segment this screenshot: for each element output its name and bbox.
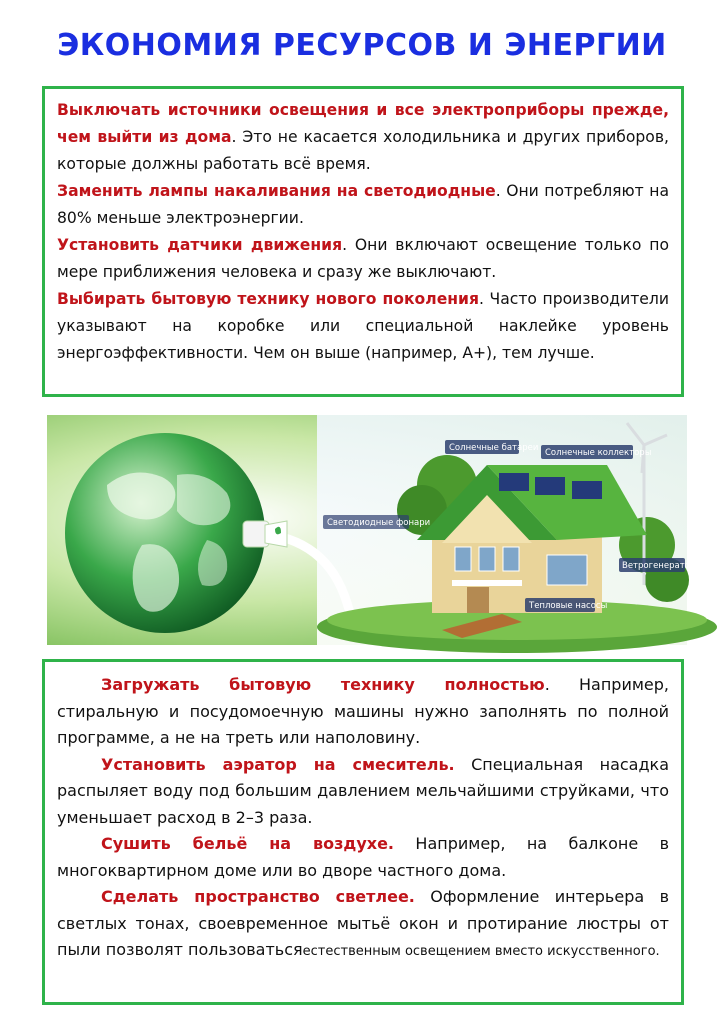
tip-new-appliances	[57, 286, 669, 367]
globe-icon	[65, 433, 265, 633]
tip-text: Например, на балконе в многоквартирном доме или во дворе частного дома.	[57, 834, 669, 880]
tip-highlight: Заменить лампы накаливания на светодиодные	[57, 182, 496, 200]
callout-solar-collectors	[541, 445, 651, 459]
tip-highlight: Сделать пространство светлее.	[101, 887, 415, 906]
callout-heat-pumps	[525, 598, 607, 612]
tip-highlight: Установить аэратор на смеситель.	[101, 754, 455, 774]
tips-box-bottom	[42, 659, 684, 1005]
callout-solar-panels	[445, 440, 538, 454]
callout-label: Солнечные коллекторы	[545, 448, 652, 458]
tip-small-text: естественным освещением вместо искусственного.	[302, 944, 660, 959]
callout-label: Ветрогенераторы	[622, 561, 702, 571]
tip-text: . Часто производители указывают на коробке или специальной наклейке уровень энергоэффективности. Чем он выше (например, А+), тем лучше.	[57, 290, 669, 362]
tip-text: Оформление интерьера в светлых тонах, своевременное мытьё окон и протирание люстры от пыли позволят пользоваться	[57, 887, 669, 959]
tip-lights-off	[57, 97, 669, 178]
tip-text: . Они потребляют на 80% меньше электроэнергии.	[57, 182, 670, 227]
tip-aerator	[57, 752, 669, 832]
tip-bright-space	[57, 884, 669, 966]
tip-highlight: Выключать источники освещения и все электроприборы прежде, чем выйти из дома	[57, 101, 669, 146]
tip-motion-sensors	[57, 232, 669, 286]
tips-box-top	[42, 86, 684, 397]
tip-highlight: Загружать бытовую технику полностью	[101, 675, 545, 694]
tip-text: . Это не касается холодильника и других приборов, которые должны работать всё время.	[57, 128, 669, 173]
tip-highlight: Сушить бельё на воздухе.	[101, 834, 395, 853]
callout-wind-generators	[619, 558, 702, 572]
tip-text: . Например, стиральную и посудомоечную машины нужно заполнять по полной программе, а не на треть или наполовину.	[57, 675, 669, 747]
callout-label: Тепловые насосы	[529, 601, 608, 611]
eco-house-globe-image	[47, 415, 702, 645]
callout-label: Светодиодные фонари	[327, 518, 431, 528]
tip-text: Специальная насадка распыляет воду под большим давлением мельчайшими струйками, что уменьшает расход в 2–3 раза.	[57, 754, 670, 827]
tip-air-dry	[57, 831, 669, 884]
energy-illustration	[47, 415, 702, 645]
tip-led-lamps	[57, 178, 669, 232]
callout-label: Солнечные батареи	[449, 443, 539, 453]
callout-led-lamps	[323, 515, 430, 529]
tip-full-load	[57, 672, 669, 752]
page-title: ЭКОНОМИЯ РЕСУРСОВ И ЭНЕРГИИ	[57, 28, 667, 63]
tip-highlight: Выбирать бытовую технику нового поколения	[57, 290, 479, 308]
tip-highlight: Установить датчики движения	[57, 236, 343, 254]
tip-text: . Они включают освещение только по мере приближения человека и сразу же выключают.	[57, 236, 670, 281]
